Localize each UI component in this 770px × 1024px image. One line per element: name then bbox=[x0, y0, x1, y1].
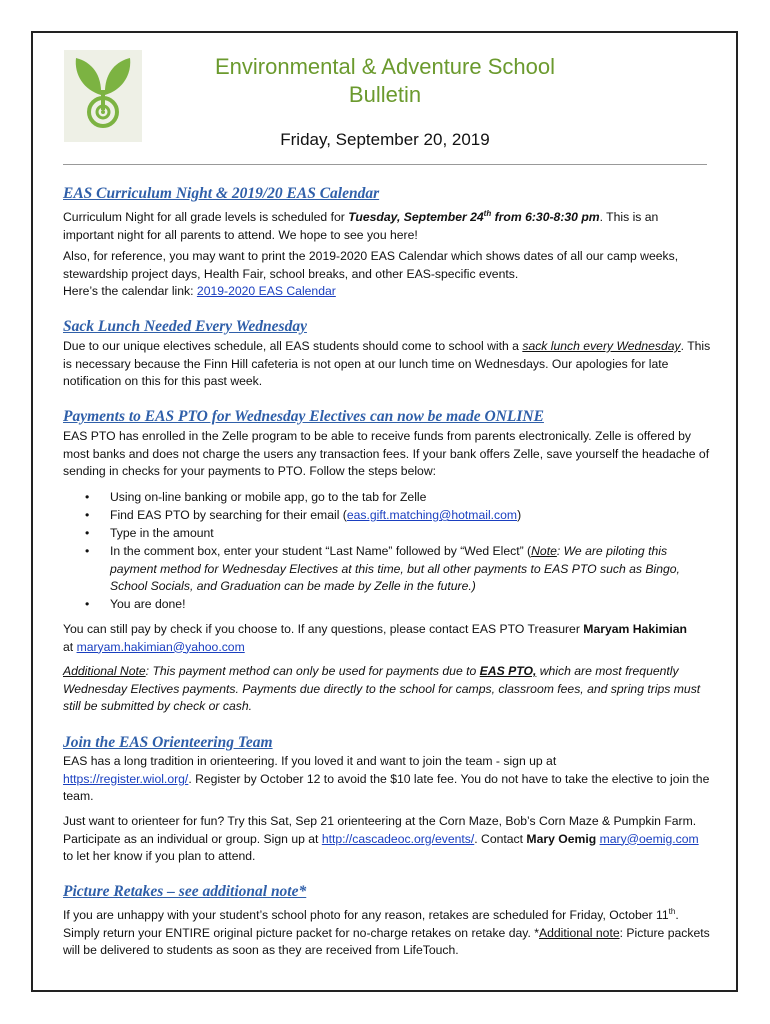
step-3: Type in the amount bbox=[110, 526, 214, 540]
step-4: In the comment box, enter your student “Last Name” followed by “Wed Elect” (Note: We are piloting this payment method for Wednesday Electives at this time, but all other payments to EAS PTO such as Bingo, School Socials, and Graduation can be made by Zelle in the future.) bbox=[110, 544, 680, 593]
step-1: Using on-line banking or mobile app, go to the tab for Zelle bbox=[110, 490, 427, 504]
cascadeoc-events-link[interactable]: http://cascadeoc.org/events/ bbox=[321, 831, 475, 846]
zelle-intro-paragraph: EAS PTO has enrolled in the Zelle program to be able to receive funds from parents electronically. Zelle is offered by most banks and does not charge the users any transaction fees. If your bank offers Zelle, save yourself the headache of sending in checks for your payments to PTO. Follow the steps below: bbox=[63, 429, 710, 478]
section-heading-curriculum-night: EAS Curriculum Night & 2019/20 EAS Calendar bbox=[63, 185, 380, 202]
curriculum-night-paragraph: Curriculum Night for all grade levels is scheduled for Tuesday, September 24th from 6:30-8:30 pm. This is an important night for all parents to attend. We hope to see you here! bbox=[63, 209, 659, 242]
wiol-register-link[interactable]: https://register.wiol.org/ bbox=[63, 771, 189, 786]
header-divider bbox=[63, 164, 707, 165]
calendar-link[interactable]: 2019-2020 EAS Calendar bbox=[196, 284, 336, 298]
section-heading-payments: Payments to EAS PTO for Wednesday Electives can now be made ONLINE bbox=[63, 408, 544, 425]
bulletin-title-line1: Environmental & Adventure School bbox=[215, 54, 555, 79]
picture-retakes-paragraph: If you are unhappy with your student’s school photo for any reason, retakes are scheduled for Friday, October 11th. Simply return your ENTIRE original picture packet for no-charge retakes on retake day. *Additional note: Picture packets will be delivered to students as soon as they are received from LifeTouch. bbox=[63, 907, 710, 958]
bullet: • bbox=[85, 597, 90, 611]
pay-by-check-paragraph: You can still pay by check if you choose to. If any questions, please contact EAS PTO Treasurer Maryam Hakimian at maryam.hakimian@yahoo.com bbox=[63, 622, 687, 654]
step-2: Find EAS PTO by searching for their email (eas.gift.matching@hotmail.com) bbox=[110, 508, 522, 522]
bullet: • bbox=[85, 526, 90, 540]
calendar-paragraph: Also, for reference, you may want to print the 2019-2020 EAS Calendar which shows dates of all our camp weeks, stewardship project days, Health Fair, school breaks, and other EAS-specific events. Here’s the calendar link: 2019-2020 EAS Calendar bbox=[63, 249, 679, 298]
section-heading-orienteering: Join the EAS Orienteering Team bbox=[63, 734, 273, 751]
bullet: • bbox=[85, 544, 90, 558]
mary-oemig-email-link[interactable]: mary@oemig.com bbox=[599, 831, 699, 846]
treasurer-email-link[interactable]: maryam.hakimian@yahoo.com bbox=[76, 639, 245, 654]
bulletin-date: Friday, September 20, 2019 bbox=[280, 130, 490, 149]
orienteering-paragraph-1: EAS has a long tradition in orienteering. If you loved it and want to join the team - sign up at https://register.wiol.org/. Register by October 12 to avoid the $10 late fee. You do not have to take the elective to join the team. bbox=[63, 754, 710, 803]
sack-lunch-paragraph: Due to our unique electives schedule, all EAS students should come to school with a sack lunch every Wednesday. This is necessary because the Finn Hill cafeteria is not open at our lunch time on Wednesdays. Our apologies for late notification on this for this past week. bbox=[63, 339, 711, 388]
step-5: You are done! bbox=[110, 597, 186, 611]
bullet: • bbox=[85, 508, 90, 522]
school-logo bbox=[64, 50, 142, 142]
bulletin-title-line2: Bulletin bbox=[348, 82, 422, 107]
additional-note-paragraph: Additional Note: This payment method can only be used for payments due to EAS PTO, which are most frequently Wednesday Electives payments. Payments due directly to the school for camps, classroom fees, and spring trips must still be submitted by check or cash. bbox=[63, 664, 701, 713]
section-heading-sack-lunch: Sack Lunch Needed Every Wednesday bbox=[63, 318, 307, 335]
section-heading-picture-retakes: Picture Retakes – see additional note* bbox=[63, 883, 307, 900]
pto-email-link[interactable]: eas.gift.matching@hotmail.com bbox=[346, 508, 518, 522]
orienteering-paragraph-2: Just want to orienteer for fun? Try this Sat, Sep 21 orienteering at the Corn Maze, Bob’s Corn Maze & Pumpkin Farm. Participate as an individual or group. Sign up at http://cascadeoc.org/events/. Contact Mary Oemig mary@oemig.com to let her know if you plan to attend. bbox=[63, 814, 699, 863]
bullet: • bbox=[85, 490, 90, 504]
